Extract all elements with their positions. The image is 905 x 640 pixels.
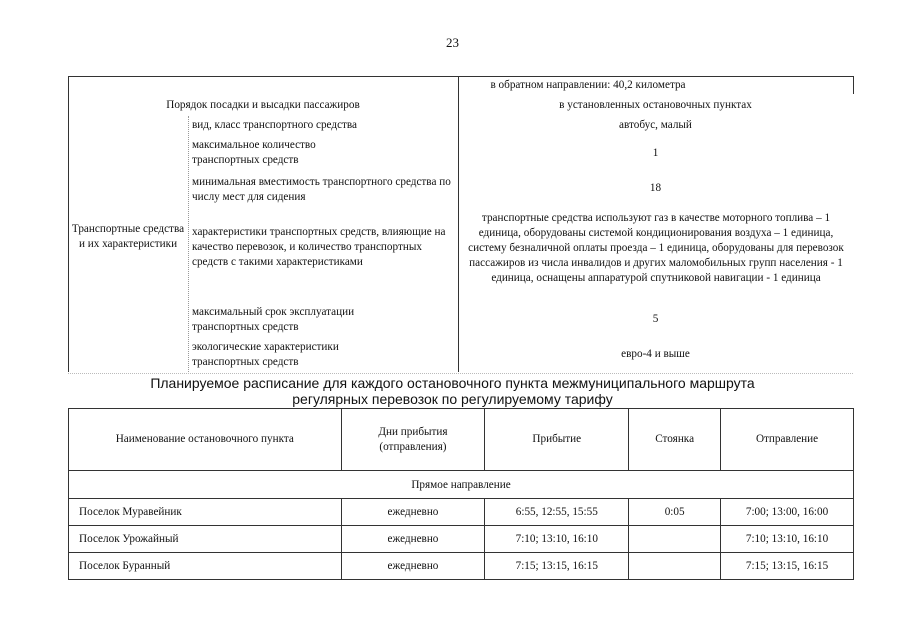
direction-row [69,471,854,499]
row-value-max-service-life: 5 [652,313,659,325]
stop-departure: 7:15; 13:15, 16:15 [721,553,854,580]
row-value-min-capacity: 18 [649,182,662,194]
row-label-quality-characteristics: характеристики транспортных средств, влияющие на качество перевозок, и количество транспортных средств с такими характеристиками [192,226,446,268]
stop-stay: 0:05 [629,499,721,526]
stop-name: Поселок Буранный [69,553,342,580]
row-label-ecological: экологические характеристики транспортных средств [192,341,339,368]
table-border-bottom [68,373,853,374]
characteristics-table [68,76,853,372]
stop-days: ежедневно [341,526,485,553]
header-stay: Стоянка [629,409,721,471]
stop-arrival: 7:15; 13:15, 16:15 [485,553,629,580]
row-value-ecological: евро-4 и выше [621,348,690,360]
header-stop-name: Наименование остановочного пункта [69,409,342,471]
schedule-table [68,408,854,580]
row-value-quality-characteristics: транспортные средства используют газ в качестве моторного топлива – 1 единица, оборудованы системой кондиционирования воздуха – 1 единица, систему безналичной оплаты проезда – 1 единица, оборудованы для перевозок пассажиров из числа инвалидов и других маломобильных групп населения - 1 единица, оснащены аппаратурой спутниковой навигации - 1 единица [468,212,844,284]
page-number: 23 [446,35,459,50]
schedule-header-row [69,409,854,471]
schedule-title-line1: Планируемое расписание для каждого остановочного пункта межмуниципального маршрута [150,375,755,391]
stop-stay [629,526,721,553]
schedule-title-line2: регулярных перевозок по регулируемому тарифу [292,391,613,407]
row-label-max-count: максимальное количество транспортных средств [192,139,316,166]
header-days: Дни прибытия (отправления) [341,409,485,471]
stop-name: Поселок Урожайный [69,526,342,553]
table-border-top [68,76,853,77]
vehicles-label: Транспортные средства и их характеристики [71,223,185,250]
stop-departure: 7:10; 13:10, 16:10 [721,526,854,553]
table-border-left [68,76,69,372]
table-row [69,499,854,526]
direction-label: Прямое направление [69,471,854,499]
header-arrival: Прибытие [485,409,629,471]
row-label-max-service-life: максимальный срок эксплуатации транспортных средств [192,306,355,333]
table-row [69,526,854,553]
stop-arrival: 7:10; 13:10, 16:10 [485,526,629,553]
row-value-vehicle-class: автобус, малый [619,119,692,131]
stop-stay [629,553,721,580]
table-border-right [853,76,854,94]
sub-column-divider [188,116,189,372]
row-label-vehicle-class: вид, класс транспортного средства [192,119,358,131]
stop-days: ежедневно [341,499,485,526]
row-value-max-count: 1 [652,147,659,159]
stop-days: ежедневно [341,553,485,580]
boarding-label: Порядок посадки и высадки пассажиров [166,99,360,111]
boarding-value: в установленных остановочных пунктах [559,99,752,111]
table-row [69,553,854,580]
stop-arrival: 6:55, 12:55, 15:55 [485,499,629,526]
stop-name: Поселок Муравейник [69,499,342,526]
stop-departure: 7:00; 13:00, 16:00 [721,499,854,526]
row-label-min-capacity: минимальная вместимость транспортного средства по числу мест для сидения [192,176,451,203]
return-direction-value: в обратном направлении: 40,2 километра [490,79,686,91]
header-departure: Отправление [721,409,854,471]
